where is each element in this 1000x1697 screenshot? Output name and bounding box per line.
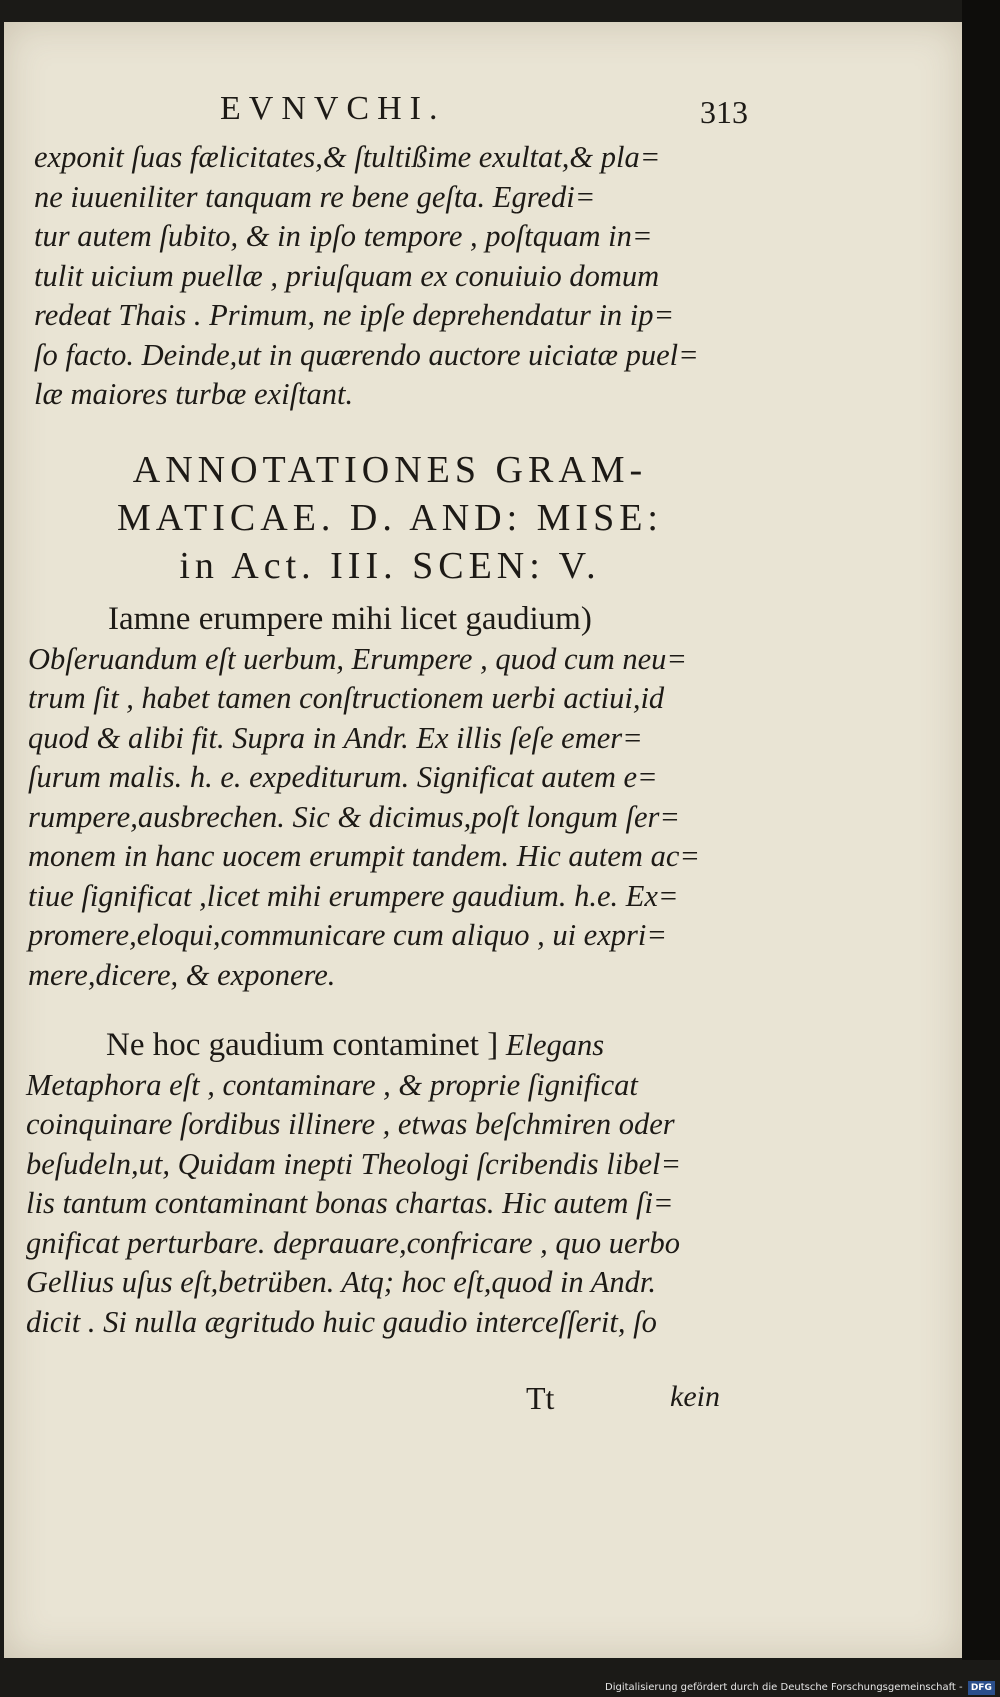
text-line: promere,eloqui,communicare cum aliquo , ui expri= (28, 918, 667, 952)
heading-line: in Act. III. SCEN: V. (179, 545, 601, 587)
text-line: beſudeln,ut, Quidam inepti Theologi ſcribendis libel= (26, 1146, 682, 1181)
lemma-line: Iamne erumpere mihi licet gaudium) (108, 601, 592, 637)
page-edge-shadow (962, 0, 1000, 1660)
text-line: gnificat perturbare. deprauare,confricare , quo uerbo (26, 1225, 680, 1260)
lemma-continuation: Elegans (498, 1028, 605, 1062)
text-line: Metaphora eſt , contaminare , & proprie ſignificat (26, 1067, 638, 1102)
text-line: tiue ſignificat ,licet mihi erumpere gaudium. h.e. Ex= (28, 878, 679, 913)
text-line: læ maiores turbæ exiſtant. (34, 377, 354, 411)
paragraph-2 (28, 600, 700, 995)
lemma-line (26, 1026, 681, 1066)
dfg-logo: DFG (968, 1681, 995, 1695)
text-line: rumpere,ausbrechen. Sic & dicimus,poſt longum ſer= (28, 799, 680, 834)
paragraph-3 (26, 1026, 681, 1342)
text-line: ſo facto. Deinde,ut in quærendo auctore uiciatæ puel= (34, 337, 699, 372)
catchword: kein (670, 1380, 720, 1413)
lemma-text: Ne hoc gaudium contaminet ] (106, 1027, 499, 1063)
credit-text: Digitalisierung gefördert durch die Deutsche Forschungsgemeinschaft - (605, 1682, 963, 1693)
text-line: quod & alibi fit. Supra in Andr. Ex illis ſeſe emer= (28, 720, 643, 755)
section-heading (40, 446, 740, 590)
heading-line: ANNOTATIONES GRAM- (132, 449, 648, 491)
text-line: exponit ſuas fælicitates,& ſtultißime exultat,& pla= (34, 140, 661, 174)
text-line: mere,dicere, & exponere. (28, 957, 336, 992)
digitization-credit (605, 1681, 999, 1695)
text-line: coinquinare ſordibus illinere , etwas beſchmiren oder (26, 1107, 675, 1141)
signature-mark: Tt (526, 1380, 555, 1416)
text-line: trum ſit , habet tamen conſtructionem uerbi actiui,id (28, 681, 665, 715)
text-line: redeat Thais . Primum, ne ipſe deprehendatur in ip= (34, 298, 675, 332)
text-line: ne iuueniliter tanquam re bene geſta. Egredi= (34, 179, 596, 214)
running-head: EVNVCHI. (220, 90, 446, 127)
text-line: monem in hanc uocem erumpit tandem. Hic autem ac= (28, 839, 700, 873)
text-line: tur autem ſubito, & in ipſo tempore , poſtquam in= (34, 219, 653, 253)
heading-line: MATICAE. D. AND: MISE: (117, 497, 663, 539)
text-line: Obſeruandum eſt uerbum, Erumpere , quod cum neu= (28, 641, 687, 676)
text-line: ſurum malis. h. e. expediturum. Significat autem e= (28, 760, 658, 794)
paragraph-1 (34, 138, 699, 415)
text-line: lis tantum contaminant bonas chartas. Hic autem ſi= (26, 1186, 674, 1220)
page-number: 313 (700, 94, 748, 130)
text-line: dicit . Si nulla ægritudo huic gaudio interceſſerit, ſo (26, 1304, 657, 1339)
text-line: Gellius uſus eſt,betrüben. Atq; hoc eſt,quod in Andr. (26, 1265, 657, 1299)
text-line: tulit uicium puellæ , priuſquam ex conuiuio domum (34, 258, 660, 293)
